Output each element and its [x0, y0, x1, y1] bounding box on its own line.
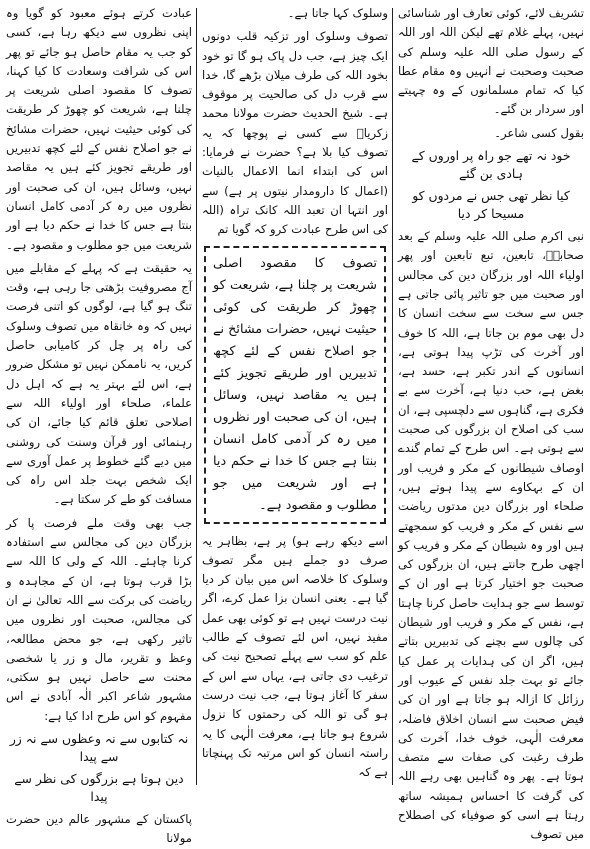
article-paragraph: تصوف وسلوک اور تزکیہ قلب دونوں ایک چیز ہے، جب دل پاک ہو گا تو خود بخود اللہ کی طرف میلان بڑھے گا، خدا سے قرب دل کی صالحیت پر موقوف ہے۔ شیخ الحدیث حضرت مولانا محمد زکریاؒ سے کسی نے پوچھا کہ یہ تصوف کیا بلا ہے؟ حضرت نے فرمایا: اس کی ابتداء انما الاعمال بالنیات (اعمال کا دارومدار نیتوں پر ہے) سے اور انتہا ان تعبد اللہ کانک تراہ (اللہ کی اس طرح عبادت کرو کہ گویا تم: [202, 29, 388, 237]
magazine-page: [6, 4, 584, 846]
pull-quote-text: تصوف کا مقصود اصلی شریعت پر چلنا ہے، شریعت کو چھوڑ کر طریقت کی کوئی حیثیت نہیں، حضرات مشائخ نے جو اصلاح نفس کے لئے کچھ تدبیریں اور طریقے تجویز کئے ہیں یہ مقاصد نہیں، وسائل ہیں، ان کی صحبت اور نظروں میں رہ کر آدمی کامل انسان بنتا ہے جس کا خدا نے حکم دیا ہے اور شریعت میں جو مطلوب و مقصود ہے۔: [213, 255, 377, 513]
poetry-verse: خود نہ تھے جو راہ پر اوروں کے ہادی بن گئے: [411, 148, 571, 182]
column-divider: [392, 8, 393, 785]
text-column-left: [6, 4, 192, 846]
text-column-middle: [202, 4, 388, 789]
article-paragraph: اسے دیکھ رہے ہو) پر ہے، بظاہر یہ صرف دو جملے ہیں مگر تصوف وسلوک کا خلاصہ اس میں بیان کر دیا گیا ہے۔ یعنی انسان بزا عمل کرے، اگر نیت درست نہیں ہے تو کوئی بھی عمل مفید نہیں، اس لئے تصوف کے طالب علم کو سب سے پہلے تصحیح نیت کی ترغیب دی جاتی ہے، یہاں سے اس کے سفر کا آغاز ہوتا ہے، جب نیت درست ہو گی تو اللہ کی رحمتوں کا نزول شروع ہو جاتا ہے، معرفت الٰہی کا یہ راستہ انسان کو اس مرتبہ تک پہنچاتا ہے کہ: [202, 533, 388, 780]
article-paragraph: عبادت کرتے ہوئے معبود کو گویا وہ اپنی نظروں سے دیکھ رہا ہے، کسی کو جب یہ مقام حاصل ہو جائے تو پھر اس کی شرافت وسعادت کا کیا کہنا، تصوف کا مقصود اصلی شریعت پر چلنا ہے، شریعت کو چھوڑ کر طریقت کی کوئی حیثیت نہیں، حضرات مشائخ نے جو اصلاح نفس کے لئے کچھ تدبیریں اور طریقے تجویز کئے ہیں یہ مقاصد نہیں، وسائل ہیں، ان کی صحبت اور نظروں میں رہ کر آدمی کامل انسان بنتا ہے جس کا خدا نے حکم دیا ہے اور شریعت میں جو مطلوب و مقصود ہے۔: [6, 6, 192, 252]
article-paragraph: تشریف لائے، کوئی تعارف اور شناسائی نہیں، پہلے غلام تھے لیکن اللہ اور اللہ کے رسول صلی اللہ علیہ وسلم کی صحبت وصحبت نے انہیں وہ مقام عطا کیا کہ تمام مسلمانوں کے وہ چہیتے اور سردار بن گئے۔: [398, 6, 584, 117]
article-paragraph: نبی اکرم صلی اللہ علیہ وسلم کے بعد صحابہؓ، تابعین، تبع تابعین اور پھر اولیاء اللہ اور بزرگان دین کی مجالس اور صحبت میں جو تاثیر پائی جاتی ہے جس سے سخت سے سخت انسان کا دل بھی موم بن جاتا ہے، اللہ کا خوف اور آخرت کی تڑپ پیدا ہوتی ہے، انسانوں کے اندر تکبر ہے، حسد ہے، بغض ہے، حب دنیا ہے، آخرت سے بے فکری ہے، گناہوں سے دلچسپی ہے، ان سب کی اصلاح ان بزرگوں کی صحبت سے ہوتی ہے۔ اس طرح کے تمام گندے اوصاف شیطانوں کے مکر و فریب اور ان کے بہکاوے سے پیدا ہوتے ہیں، صلحاء اور بزرگان دین مدتوں ریاضت سے نفس کے مکر و فریب کو سمجھتے ہیں اور وہ شیطان کے مکر و فریب کو اچھی طرح جانتے ہیں، ان بزرگوں کی صحبت جو اختیار کرتا ہے اور ان کے توسط سے جو ہدایت حاصل کرنا چاہتا ہے، نفس کے مکر و فریب اور شیطان کی چالوں سے بچنے کی تدبیریں بتاتے ہیں، اگر ان کی ہدایات پر عمل کیا جائے تو بہت جلد نفس کے عیوب اور رزائل کا ازالہ ہو جاتا ہے اور ان کی فیض صحبت سے انسان اخلاق فاضلہ، معرفت الٰہی، خوف خدا، آخرت کی طرف رغبت کی صفات سے متصف ہوتا ہے۔ پھر وہ گناہیں بھی رہے اللہ کی گرفت کا احساس ہمیشہ ساتھ رہتا ہے اسی کو صوفیاء کی اصطلاح میں تصوف: [398, 229, 584, 842]
article-paragraph: پاکستان کے مشہور عالم دین حضرت مولانا: [6, 811, 192, 846]
text-column-right: [398, 4, 584, 842]
poetry-verse: نہ کتابوں سے نہ وعظوں سے نہ زر سے پیدا: [9, 730, 189, 764]
article-paragraph: بقول کسی شاعر۔: [494, 125, 584, 140]
pull-quote-box: [204, 246, 386, 524]
article-paragraph: یہ حقیقت ہے کہ پہلے کے مقابلے میں آج مصروفیت بڑھتی جا رہی ہے، وقت تنگ ہو گیا ہے، لوگوں کو اتنی فرصت نہیں کہ وہ خانقاہ میں تصوف وسلوک کی راہ پر چل کر کامیابی حاصل کریں، یہ ناممکن نہیں تو مشکل ضرور ہے، اس لئے بہتر یہ ہے کہ اہل دل علماء، صلحاء اور اولیاء اللہ سے اصلاحی تعلق قائم کیا جائے، ان کی رہنمائی اور قرآن وسنت کی روشنی میں دیے گئے خطوط پر عمل آوری سے ایک شخص بہت جلد اس راہ کی مسافت کو طے کر سکتا ہے۔: [6, 260, 192, 507]
poetry-verse: کیا نظر تھی جس نے مردوں کو مسیحا کر دیا: [412, 188, 570, 222]
column-divider: [196, 8, 197, 785]
article-paragraph: وسلوک کہا جاتا ہے۔: [287, 6, 388, 20]
poetry-verse: دین ہوتا ہے بزرگوں کی نظر سے پیدا: [14, 770, 184, 804]
article-paragraph: جب بھی وقت ملے فرصت پا کر بزرگان دین کی مجالس سے استفادہ کرنا چاہئے۔ اللہ کے ولی کا اللہ سے بڑا قرب ہوتا ہے، ان کے مجاہدہ و ریاضت کی برکت سے اللہ تعالیٰ نے ان کی مجالس، صحبت اور نظروں میں تاثیر رکھی ہے، جو محض مطالعہ، وعظ و تقریر، مال و زر یا شخصی محنت سے حاصل نہیں ہو سکتی، مشہور شاعر اکبر الٰہ آبادی نے اس مفہوم کو اس طرح ادا کیا ہے:: [6, 515, 192, 723]
